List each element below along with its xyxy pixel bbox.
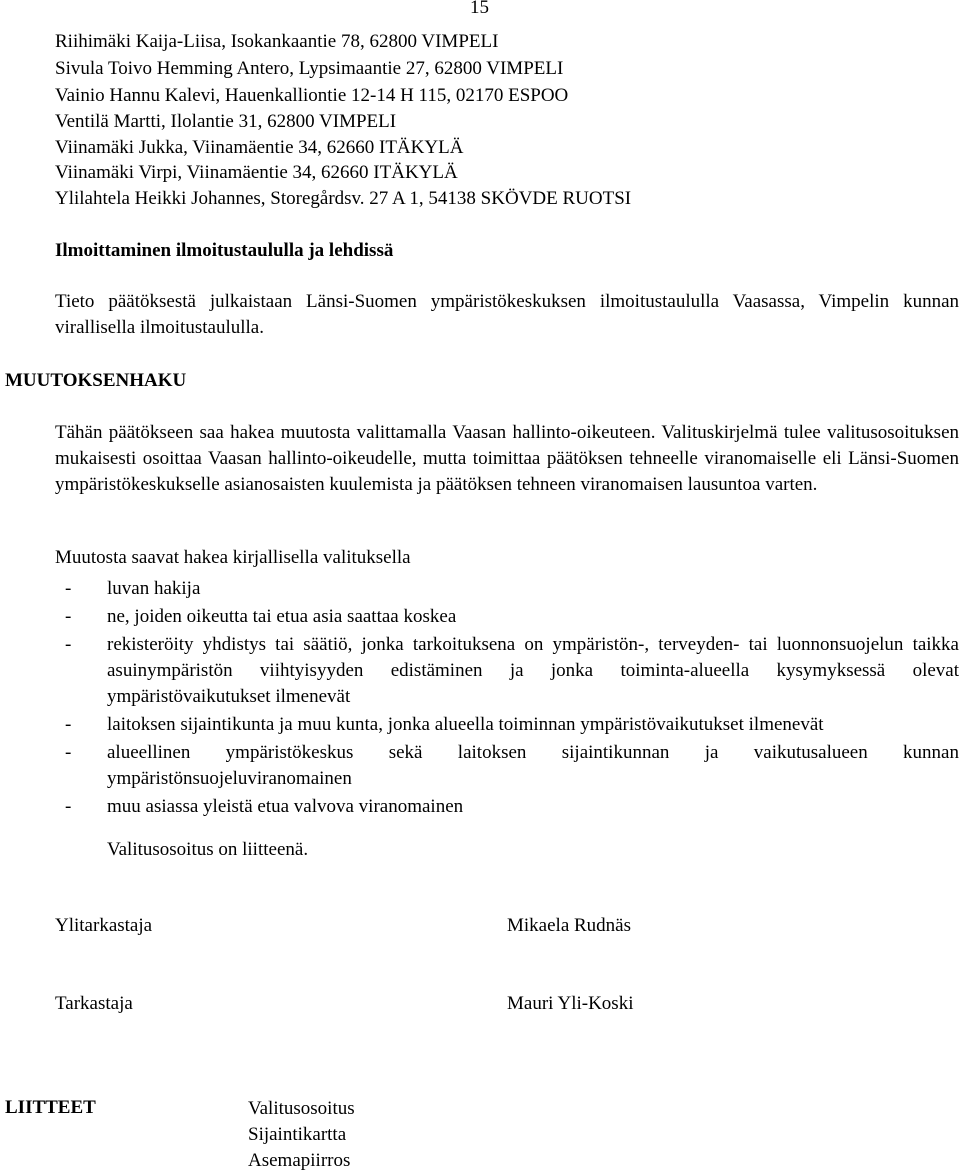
- recipient-line: Ventilä Martti, Ilolantie 31, 62800 VIMPELI: [55, 111, 397, 132]
- list-item: [55, 712, 959, 738]
- list-item: [55, 794, 959, 820]
- notice-heading: Ilmoittaminen ilmoitustaululla ja lehdissä: [55, 240, 394, 261]
- list-item-text: laitoksen sijaintikunta ja muu kunta, jonka alueella toiminnan ympäristövaikutukset ilmenevät: [107, 714, 824, 735]
- list-item-text: alueellinen ympäristökeskus sekä laitoksen sijaintikunnan ja vaikutusalueen kunnan ympäristönsuojeluviranomainen: [107, 742, 959, 789]
- list-item: [55, 740, 959, 792]
- recipient-line: Riihimäki Kaija-Liisa, Isokankaantie 78, 62800 VIMPELI: [55, 31, 499, 52]
- list-item-text: muu asiassa yleistä etua valvova viranomainen: [107, 796, 464, 817]
- recipient-line: Viinamäki Jukka, Viinamäentie 34, 62660 ITÄKYLÄ: [55, 137, 464, 158]
- notice-paragraph: Tieto päätöksestä julkaistaan Länsi-Suomen ympäristökeskuksen ilmoitustaululla Vaasassa, Vimpelin kunnan virallisella ilmoitustaululla.: [55, 291, 959, 338]
- list-item: [55, 576, 959, 602]
- closing-note: Valitusosoitus on liitteenä.: [107, 839, 309, 860]
- signer-title: Tarkastaja: [55, 993, 133, 1014]
- list-dash: -: [65, 634, 72, 655]
- attachment-item: Valitusosoitus: [248, 1098, 355, 1119]
- appeal-paragraph: Tähän päätökseen saa hakea muutosta valittamalla Vaasan hallinto-oikeuteen. Valituskirjelmä tulee valitusosoituksen mukaisesti osoittaa Vaasan hallinto-oikeudelle, mutta toimittaa päätöksen tehneelle viranomaiselle eli Länsi-Suomen ympäristökeskukselle asianosaisten kuulemista ja päätöksen tehneen viranomaisen lausuntoa varten.: [55, 422, 959, 495]
- appellant-list: [55, 576, 959, 822]
- signer-title: Ylitarkastaja: [55, 915, 153, 936]
- attachment-item: Asemapiirros: [248, 1150, 351, 1171]
- recipient-line: Viinamäki Virpi, Viinamäentie 34, 62660 ITÄKYLÄ: [55, 162, 458, 183]
- list-dash: -: [65, 742, 72, 763]
- list-dash: -: [65, 714, 72, 735]
- list-item-text: rekisteröity yhdistys tai säätiö, jonka tarkoituksena on ympäristön-, terveyden- tai luonnonsuojelun taikka asuinympäristön viihtyisyyden edistäminen ja jonka toiminta-alueella kysymyksessä olevat ympäristövaikutukset ilmenevät: [107, 634, 959, 707]
- page-number: 15: [470, 0, 489, 18]
- attachments-heading: LIITTEET: [5, 1097, 96, 1118]
- signer-name: Mikaela Rudnäs: [507, 915, 632, 936]
- signer-name: Mauri Yli-Koski: [507, 993, 634, 1014]
- recipient-line: Ylilahtela Heikki Johannes, Storegårdsv. 27 A 1, 54138 SKÖVDE RUOTSI: [55, 188, 632, 209]
- list-dash: -: [65, 796, 72, 817]
- list-item-text: luvan hakija: [107, 578, 201, 599]
- recipient-line: Vainio Hannu Kalevi, Hauenkalliontie 12-14 H 115, 02170 ESPOO: [55, 85, 569, 106]
- recipient-line: Sivula Toivo Hemming Antero, Lypsimaantie 27, 62800 VIMPELI: [55, 58, 564, 79]
- attachment-item: Sijaintikartta: [248, 1124, 347, 1145]
- list-dash: -: [65, 606, 72, 627]
- appeal-heading: MUUTOKSENHAKU: [5, 370, 187, 391]
- list-intro: Muutosta saavat hakea kirjallisella valituksella: [55, 547, 411, 568]
- list-item: [55, 604, 959, 630]
- list-item: [55, 632, 959, 710]
- list-dash: -: [65, 578, 72, 599]
- list-item-text: ne, joiden oikeutta tai etua asia saattaa koskea: [107, 606, 457, 627]
